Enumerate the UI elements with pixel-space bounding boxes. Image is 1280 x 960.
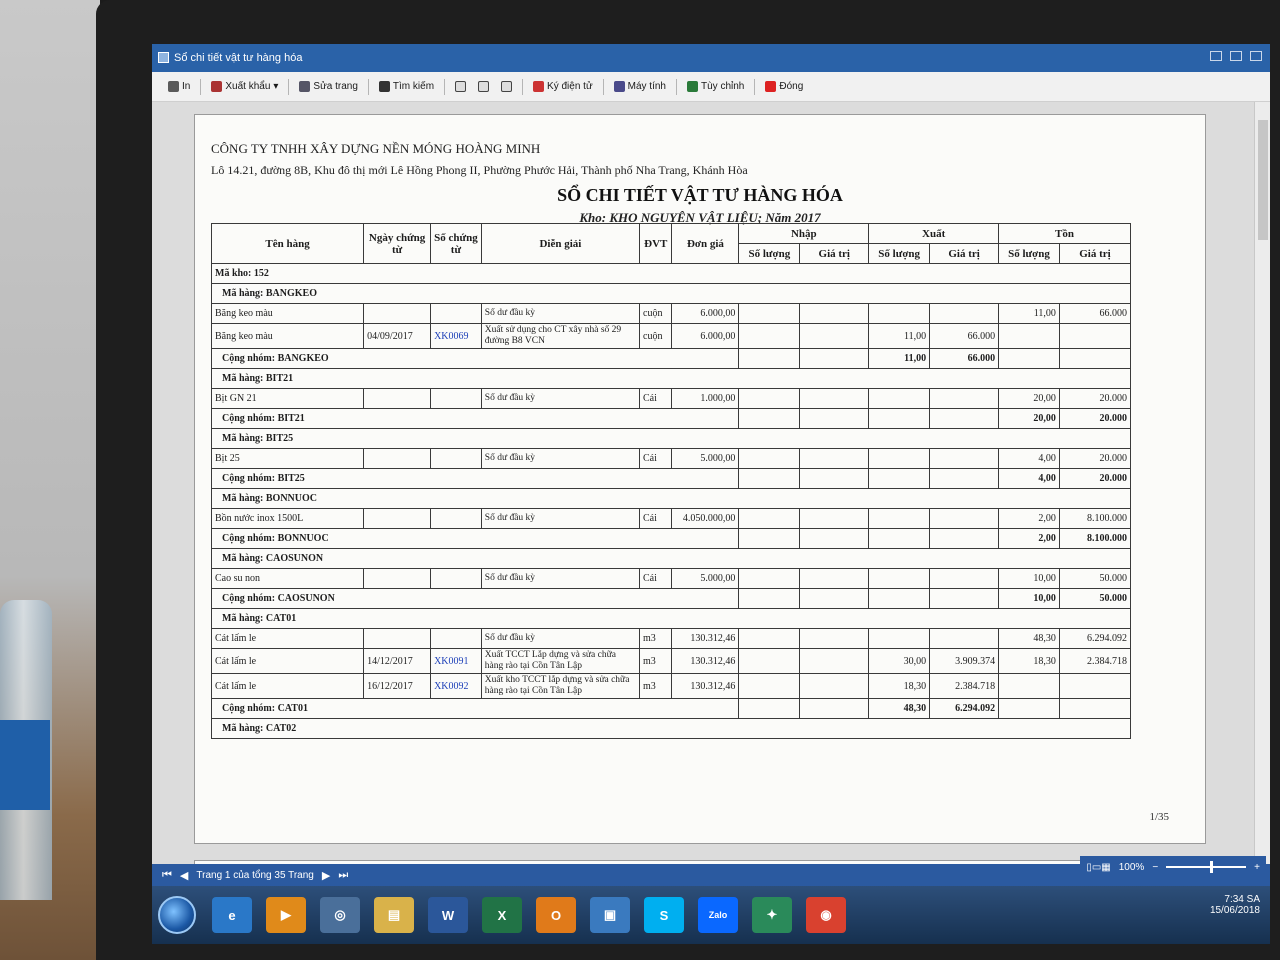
- ledger-row: [212, 324, 1131, 349]
- total-bal-qty: 10,00: [999, 589, 1060, 609]
- bottle-label: [0, 720, 50, 810]
- col-don-gia: Đơn giá: [672, 224, 739, 264]
- item-name: Băng keo màu: [212, 324, 364, 349]
- skype-icon[interactable]: S: [644, 897, 684, 933]
- network-icon[interactable]: ▣: [590, 897, 630, 933]
- item-code: Mã hàng: BANGKEO: [212, 284, 1131, 304]
- total-bal-qty: [999, 349, 1060, 369]
- group-total-label: Cộng nhóm: CAT01: [212, 699, 739, 719]
- unit-price: 1.000,00: [672, 389, 739, 409]
- printer-icon: [168, 81, 179, 92]
- total-in-val: [800, 409, 869, 429]
- unit: m3: [640, 649, 672, 674]
- item-code-row: [212, 609, 1131, 629]
- col-nhap-so-luong: Số lượng: [739, 244, 800, 264]
- group-total-row: [212, 699, 1131, 719]
- col-dvt: ĐVT: [640, 224, 672, 264]
- group-total-label: Cộng nhóm: BIT25: [212, 469, 739, 489]
- item-name: Cát lấm le: [212, 649, 364, 674]
- total-out-qty: 11,00: [869, 349, 930, 369]
- zoom-out-icon[interactable]: −: [1152, 861, 1159, 873]
- out-qty: 30,00: [869, 649, 930, 674]
- total-in-qty: [739, 699, 800, 719]
- zoom-control: [1080, 856, 1266, 878]
- total-in-qty: [739, 469, 800, 489]
- out-val: [930, 449, 999, 469]
- total-out-qty: [869, 469, 930, 489]
- maximize-button[interactable]: [1230, 51, 1242, 61]
- outlook-icon[interactable]: O: [536, 897, 576, 933]
- total-out-qty: [869, 529, 930, 549]
- report-title: SỔ CHI TIẾT VẬT TƯ HÀNG HÓA: [557, 185, 843, 205]
- description: Số dư đầu kỳ: [481, 449, 639, 469]
- bal-val: [1059, 324, 1130, 349]
- total-out-val: [930, 469, 999, 489]
- description: Xuất TCCT Lắp dựng và sửa chữa hàng rào tại Cồn Tân Lập: [481, 649, 639, 674]
- in-val: [800, 649, 869, 674]
- close-button[interactable]: Đóng: [761, 79, 807, 94]
- total-bal-val: 20.000: [1059, 409, 1130, 429]
- total-out-val: [930, 529, 999, 549]
- unit-price: 5.000,00: [672, 449, 739, 469]
- total-in-qty: [739, 589, 800, 609]
- group-total-row: [212, 529, 1131, 549]
- print-button[interactable]: In: [164, 79, 194, 94]
- in-val: [800, 629, 869, 649]
- group-total-row: [212, 469, 1131, 489]
- screen: [152, 44, 1270, 944]
- company-name: CÔNG TY TNHH XÂY DỰNG NỀN MÓNG HOÀNG MINH: [211, 141, 541, 156]
- item-name: Cát lấm le: [212, 674, 364, 699]
- page-number: 1/35: [1149, 811, 1169, 823]
- total-bal-qty: 4,00: [999, 469, 1060, 489]
- total-out-qty: 48,30: [869, 699, 930, 719]
- total-bal-val: [1059, 699, 1130, 719]
- item-name: Bồn nước inox 1500L: [212, 509, 364, 529]
- description: Số dư đầu kỳ: [481, 509, 639, 529]
- out-val: [930, 569, 999, 589]
- clock-time[interactable]: 7:34 SA: [1224, 894, 1260, 905]
- edit-page-icon: [299, 81, 310, 92]
- total-out-val: 66.000: [930, 349, 999, 369]
- total-in-qty: [739, 409, 800, 429]
- voucher-date: [364, 629, 431, 649]
- toolbar-separator: [676, 79, 677, 95]
- out-val: [930, 509, 999, 529]
- voucher-date: [364, 449, 431, 469]
- window-controls: [1210, 51, 1262, 61]
- toolbar-separator: [200, 79, 201, 95]
- bal-qty: 18,30: [999, 649, 1060, 674]
- single-page-icon: [455, 81, 466, 92]
- total-out-val: 6.294.092: [930, 699, 999, 719]
- next-page-icon[interactable]: ▶: [321, 869, 331, 882]
- bal-qty: 11,00: [999, 304, 1060, 324]
- photos-icon[interactable]: ✦: [752, 897, 792, 933]
- last-page-icon[interactable]: ⏭: [338, 868, 349, 881]
- zoom-slider-knob[interactable]: [1210, 861, 1213, 873]
- zoom-in-icon[interactable]: +: [1254, 861, 1260, 873]
- clock-date[interactable]: 15/06/2018: [1209, 905, 1260, 916]
- bal-qty: [999, 324, 1060, 349]
- unit: cuộn: [640, 304, 672, 324]
- toolbar-separator: [603, 79, 604, 95]
- total-bal-val: 50.000: [1059, 589, 1130, 609]
- voucher-number-link: [431, 629, 482, 649]
- ledger-row: [212, 389, 1131, 409]
- zoom-level: 100%: [1118, 861, 1145, 873]
- search-button[interactable]: Tìm kiếm: [375, 79, 438, 94]
- window-title: Sổ chi tiết vật tư hàng hóa: [174, 52, 303, 64]
- total-bal-val: 20.000: [1059, 469, 1130, 489]
- item-code-row: [212, 284, 1131, 304]
- page-status: Trang 1 của tổng 35 Trang: [196, 869, 314, 881]
- unit-price: 130.312,46: [672, 649, 739, 674]
- total-out-val: [930, 589, 999, 609]
- out-val: [930, 304, 999, 324]
- customize-icon: [687, 81, 698, 92]
- item-name: Cao su non: [212, 569, 364, 589]
- toolbar-separator: [754, 79, 755, 95]
- col-so: Số chứng từ: [431, 224, 482, 264]
- voucher-number-link[interactable]: XK0069: [431, 324, 482, 349]
- digital-sign-button[interactable]: Ký điện tử: [529, 79, 597, 94]
- view-mode-button-3[interactable]: [497, 79, 516, 94]
- out-qty: [869, 389, 930, 409]
- ledger-row: [212, 629, 1131, 649]
- unit: Cái: [640, 449, 672, 469]
- voucher-date: 16/12/2017: [364, 674, 431, 699]
- item-code-row: [212, 549, 1131, 569]
- voucher-number-link: [431, 389, 482, 409]
- ledger-table: [211, 223, 1131, 739]
- total-in-val: [800, 699, 869, 719]
- multi-page-icon: [501, 81, 512, 92]
- voucher-number-link: [431, 509, 482, 529]
- unit: m3: [640, 674, 672, 699]
- total-in-qty: [739, 349, 800, 369]
- item-name: Bịt GN 21: [212, 389, 364, 409]
- binoculars-icon: [379, 81, 390, 92]
- item-code-row: [212, 719, 1131, 739]
- out-qty: 18,30: [869, 674, 930, 699]
- unit: Cái: [640, 389, 672, 409]
- in-val: [800, 674, 869, 699]
- total-in-val: [800, 349, 869, 369]
- window-titlebar: [152, 44, 1270, 72]
- export-button[interactable]: Xuất khẩu ▾: [207, 79, 282, 94]
- in-qty: [739, 509, 800, 529]
- folder-icon[interactable]: ▤: [374, 897, 414, 933]
- total-bal-qty: [999, 699, 1060, 719]
- chrome-icon[interactable]: ◉: [806, 897, 846, 933]
- total-out-val: [930, 409, 999, 429]
- out-val: 66.000: [930, 324, 999, 349]
- item-name: Cát lấm le: [212, 629, 364, 649]
- item-code-row: [212, 489, 1131, 509]
- out-val: [930, 629, 999, 649]
- voucher-number-link: [431, 449, 482, 469]
- word-icon[interactable]: W: [428, 897, 468, 933]
- total-in-val: [800, 529, 869, 549]
- out-val: [930, 389, 999, 409]
- bal-qty: 4,00: [999, 449, 1060, 469]
- in-val: [800, 569, 869, 589]
- ledger-row: [212, 674, 1131, 699]
- item-code: Mã hàng: BONNUOC: [212, 489, 1131, 509]
- prev-page-icon[interactable]: ◀: [179, 869, 189, 882]
- zalo-icon[interactable]: Zalo: [698, 897, 738, 933]
- scrollbar-thumb[interactable]: [1258, 120, 1268, 240]
- col-dien-giai: Diễn giải: [481, 224, 639, 264]
- edit-page-button[interactable]: Sửa trang: [295, 79, 362, 94]
- bal-val: [1059, 674, 1130, 699]
- calculator-icon: [614, 81, 625, 92]
- unit-price: 6.000,00: [672, 324, 739, 349]
- item-code-row: [212, 369, 1131, 389]
- in-qty: [739, 449, 800, 469]
- customize-button[interactable]: Tùy chỉnh: [683, 79, 748, 94]
- ledger-row: [212, 649, 1131, 674]
- company-address: Lô 14.21, đường 8B, Khu đô thị mới Lê Hồng Phong II, Phường Phước Hải, Thành phố Nha Trang, Khánh Hòa: [211, 163, 748, 177]
- group-total-row: [212, 589, 1131, 609]
- total-bal-val: [1059, 349, 1130, 369]
- out-qty: 11,00: [869, 324, 930, 349]
- total-out-qty: [869, 409, 930, 429]
- col-ngay: Ngày chứng từ: [364, 224, 431, 264]
- chevron-down-icon[interactable]: ▾: [273, 81, 279, 92]
- out-qty: [869, 569, 930, 589]
- total-in-val: [800, 469, 869, 489]
- in-qty: [739, 389, 800, 409]
- toolbar-separator: [444, 79, 445, 95]
- report-subtitle: Kho: KHO NGUYÊN VẬT LIỆU; Năm 2017: [579, 210, 821, 225]
- description: Số dư đầu kỳ: [481, 569, 639, 589]
- ledger-body: [212, 264, 1131, 739]
- bal-val: 50.000: [1059, 569, 1130, 589]
- close-window-button[interactable]: [1250, 51, 1262, 61]
- app-icon: [158, 52, 169, 63]
- bal-qty: 48,30: [999, 629, 1060, 649]
- out-qty: [869, 509, 930, 529]
- voucher-number-link[interactable]: XK0092: [431, 674, 482, 699]
- item-name: Bịt 25: [212, 449, 364, 469]
- unit-price: 5.000,00: [672, 569, 739, 589]
- description: Xuất kho TCCT lắp dựng và sửa chữa hàng rào tại Cồn Tân Lập: [481, 674, 639, 699]
- group-total-label: Cộng nhóm: CAOSUNON: [212, 589, 739, 609]
- out-qty: [869, 449, 930, 469]
- ledger-row: [212, 449, 1131, 469]
- unit: Cái: [640, 509, 672, 529]
- view-mode-button-1[interactable]: [451, 79, 470, 94]
- group-total-row: [212, 349, 1131, 369]
- description: Xuất sử dụng cho CT xây nhà số 29 đường B8 VCN: [481, 324, 639, 349]
- minimize-button[interactable]: [1210, 51, 1222, 61]
- col-ton-so-luong: Số lượng: [999, 244, 1060, 264]
- item-code: Mã hàng: CAT02: [212, 719, 1131, 739]
- in-qty: [739, 649, 800, 674]
- item-code: Mã hàng: CAOSUNON: [212, 549, 1131, 569]
- in-qty: [739, 569, 800, 589]
- unit-price: 130.312,46: [672, 629, 739, 649]
- voucher-date: [364, 304, 431, 324]
- bal-qty: 20,00: [999, 389, 1060, 409]
- col-nhap-gia-tri: Giá trị: [800, 244, 869, 264]
- document-viewer[interactable]: [152, 102, 1270, 864]
- internet-explorer-icon[interactable]: e: [212, 897, 252, 933]
- calculator-button[interactable]: Máy tính: [610, 79, 670, 94]
- unit: m3: [640, 629, 672, 649]
- col-xuat: Xuất: [869, 224, 999, 244]
- group-total-row: [212, 409, 1131, 429]
- toolbar: [152, 72, 1270, 102]
- toolbar-separator: [522, 79, 523, 95]
- signature-icon: [533, 81, 544, 92]
- group-total-label: Cộng nhóm: BONNUOC: [212, 529, 739, 549]
- voucher-date: [364, 509, 431, 529]
- disk-icon[interactable]: ◎: [320, 897, 360, 933]
- in-qty: [739, 674, 800, 699]
- voucher-number-link: [431, 569, 482, 589]
- out-qty: [869, 629, 930, 649]
- description: Số dư đầu kỳ: [481, 304, 639, 324]
- bal-qty: [999, 674, 1060, 699]
- bal-val: 8.100.000: [1059, 509, 1130, 529]
- in-qty: [739, 629, 800, 649]
- item-code: Mã hàng: BIT21: [212, 369, 1131, 389]
- item-code-row: [212, 429, 1131, 449]
- warehouse-group-row: [212, 264, 1131, 284]
- voucher-date: [364, 389, 431, 409]
- col-ten-hang: Tên hàng: [212, 224, 364, 264]
- page-width-icon: [478, 81, 489, 92]
- unit-price: 130.312,46: [672, 674, 739, 699]
- item-name: Băng keo màu: [212, 304, 364, 324]
- zoom-slider[interactable]: [1166, 866, 1246, 868]
- out-val: 3.909.374: [930, 649, 999, 674]
- vertical-scrollbar[interactable]: [1254, 102, 1270, 864]
- ledger-row: [212, 569, 1131, 589]
- view-mode-button-2[interactable]: [474, 79, 493, 94]
- in-val: [800, 509, 869, 529]
- item-code: Mã hàng: CAT01: [212, 609, 1131, 629]
- col-nhap: Nhập: [739, 224, 869, 244]
- bal-val: 6.294.092: [1059, 629, 1130, 649]
- out-val: 2.384.718: [930, 674, 999, 699]
- description: Số dư đầu kỳ: [481, 389, 639, 409]
- voucher-number-link: [431, 304, 482, 324]
- in-val: [800, 304, 869, 324]
- bal-val: 66.000: [1059, 304, 1130, 324]
- warehouse-code: Mã kho: 152: [212, 264, 1131, 284]
- total-in-qty: [739, 529, 800, 549]
- total-in-val: [800, 589, 869, 609]
- in-val: [800, 324, 869, 349]
- ledger-row: [212, 509, 1131, 529]
- bal-val: 2.384.718: [1059, 649, 1130, 674]
- col-ton: Tồn: [999, 224, 1131, 244]
- group-total-label: Cộng nhóm: BANGKEO: [212, 349, 739, 369]
- in-qty: [739, 304, 800, 324]
- toolbar-separator: [368, 79, 369, 95]
- total-bal-qty: 2,00: [999, 529, 1060, 549]
- total-bal-val: 8.100.000: [1059, 529, 1130, 549]
- excel-icon[interactable]: X: [482, 897, 522, 933]
- voucher-date: [364, 569, 431, 589]
- group-total-label: Cộng nhóm: BIT21: [212, 409, 739, 429]
- page-layout-icon[interactable]: ▯▭▦: [1086, 861, 1111, 873]
- report-page: [194, 114, 1206, 844]
- bal-val: 20.000: [1059, 449, 1130, 469]
- total-bal-qty: 20,00: [999, 409, 1060, 429]
- total-out-qty: [869, 589, 930, 609]
- first-page-icon[interactable]: ⏮: [162, 868, 172, 881]
- export-icon: [211, 81, 222, 92]
- col-xuat-so-luong: Số lượng: [869, 244, 930, 264]
- item-code: Mã hàng: BIT25: [212, 429, 1131, 449]
- bal-qty: 10,00: [999, 569, 1060, 589]
- unit-price: 6.000,00: [672, 304, 739, 324]
- toolbar-separator: [288, 79, 289, 95]
- voucher-number-link[interactable]: XK0091: [431, 649, 482, 674]
- close-icon: [765, 81, 776, 92]
- voucher-date: 04/09/2017: [364, 324, 431, 349]
- col-ton-gia-tri: Giá trị: [1059, 244, 1130, 264]
- taskbar-apps: [212, 897, 846, 933]
- unit-price: 4.050.000,00: [672, 509, 739, 529]
- out-qty: [869, 304, 930, 324]
- system-tray: [1210, 894, 1260, 916]
- col-xuat-gia-tri: Giá trị: [930, 244, 999, 264]
- ledger-row: [212, 304, 1131, 324]
- unit: cuộn: [640, 324, 672, 349]
- voucher-date: 14/12/2017: [364, 649, 431, 674]
- start-button[interactable]: [158, 896, 196, 934]
- in-val: [800, 389, 869, 409]
- unit: Cái: [640, 569, 672, 589]
- in-val: [800, 449, 869, 469]
- bal-val: 20.000: [1059, 389, 1130, 409]
- in-qty: [739, 324, 800, 349]
- description: Số dư đầu kỳ: [481, 629, 639, 649]
- bal-qty: 2,00: [999, 509, 1060, 529]
- media-player-icon[interactable]: ▶: [266, 897, 306, 933]
